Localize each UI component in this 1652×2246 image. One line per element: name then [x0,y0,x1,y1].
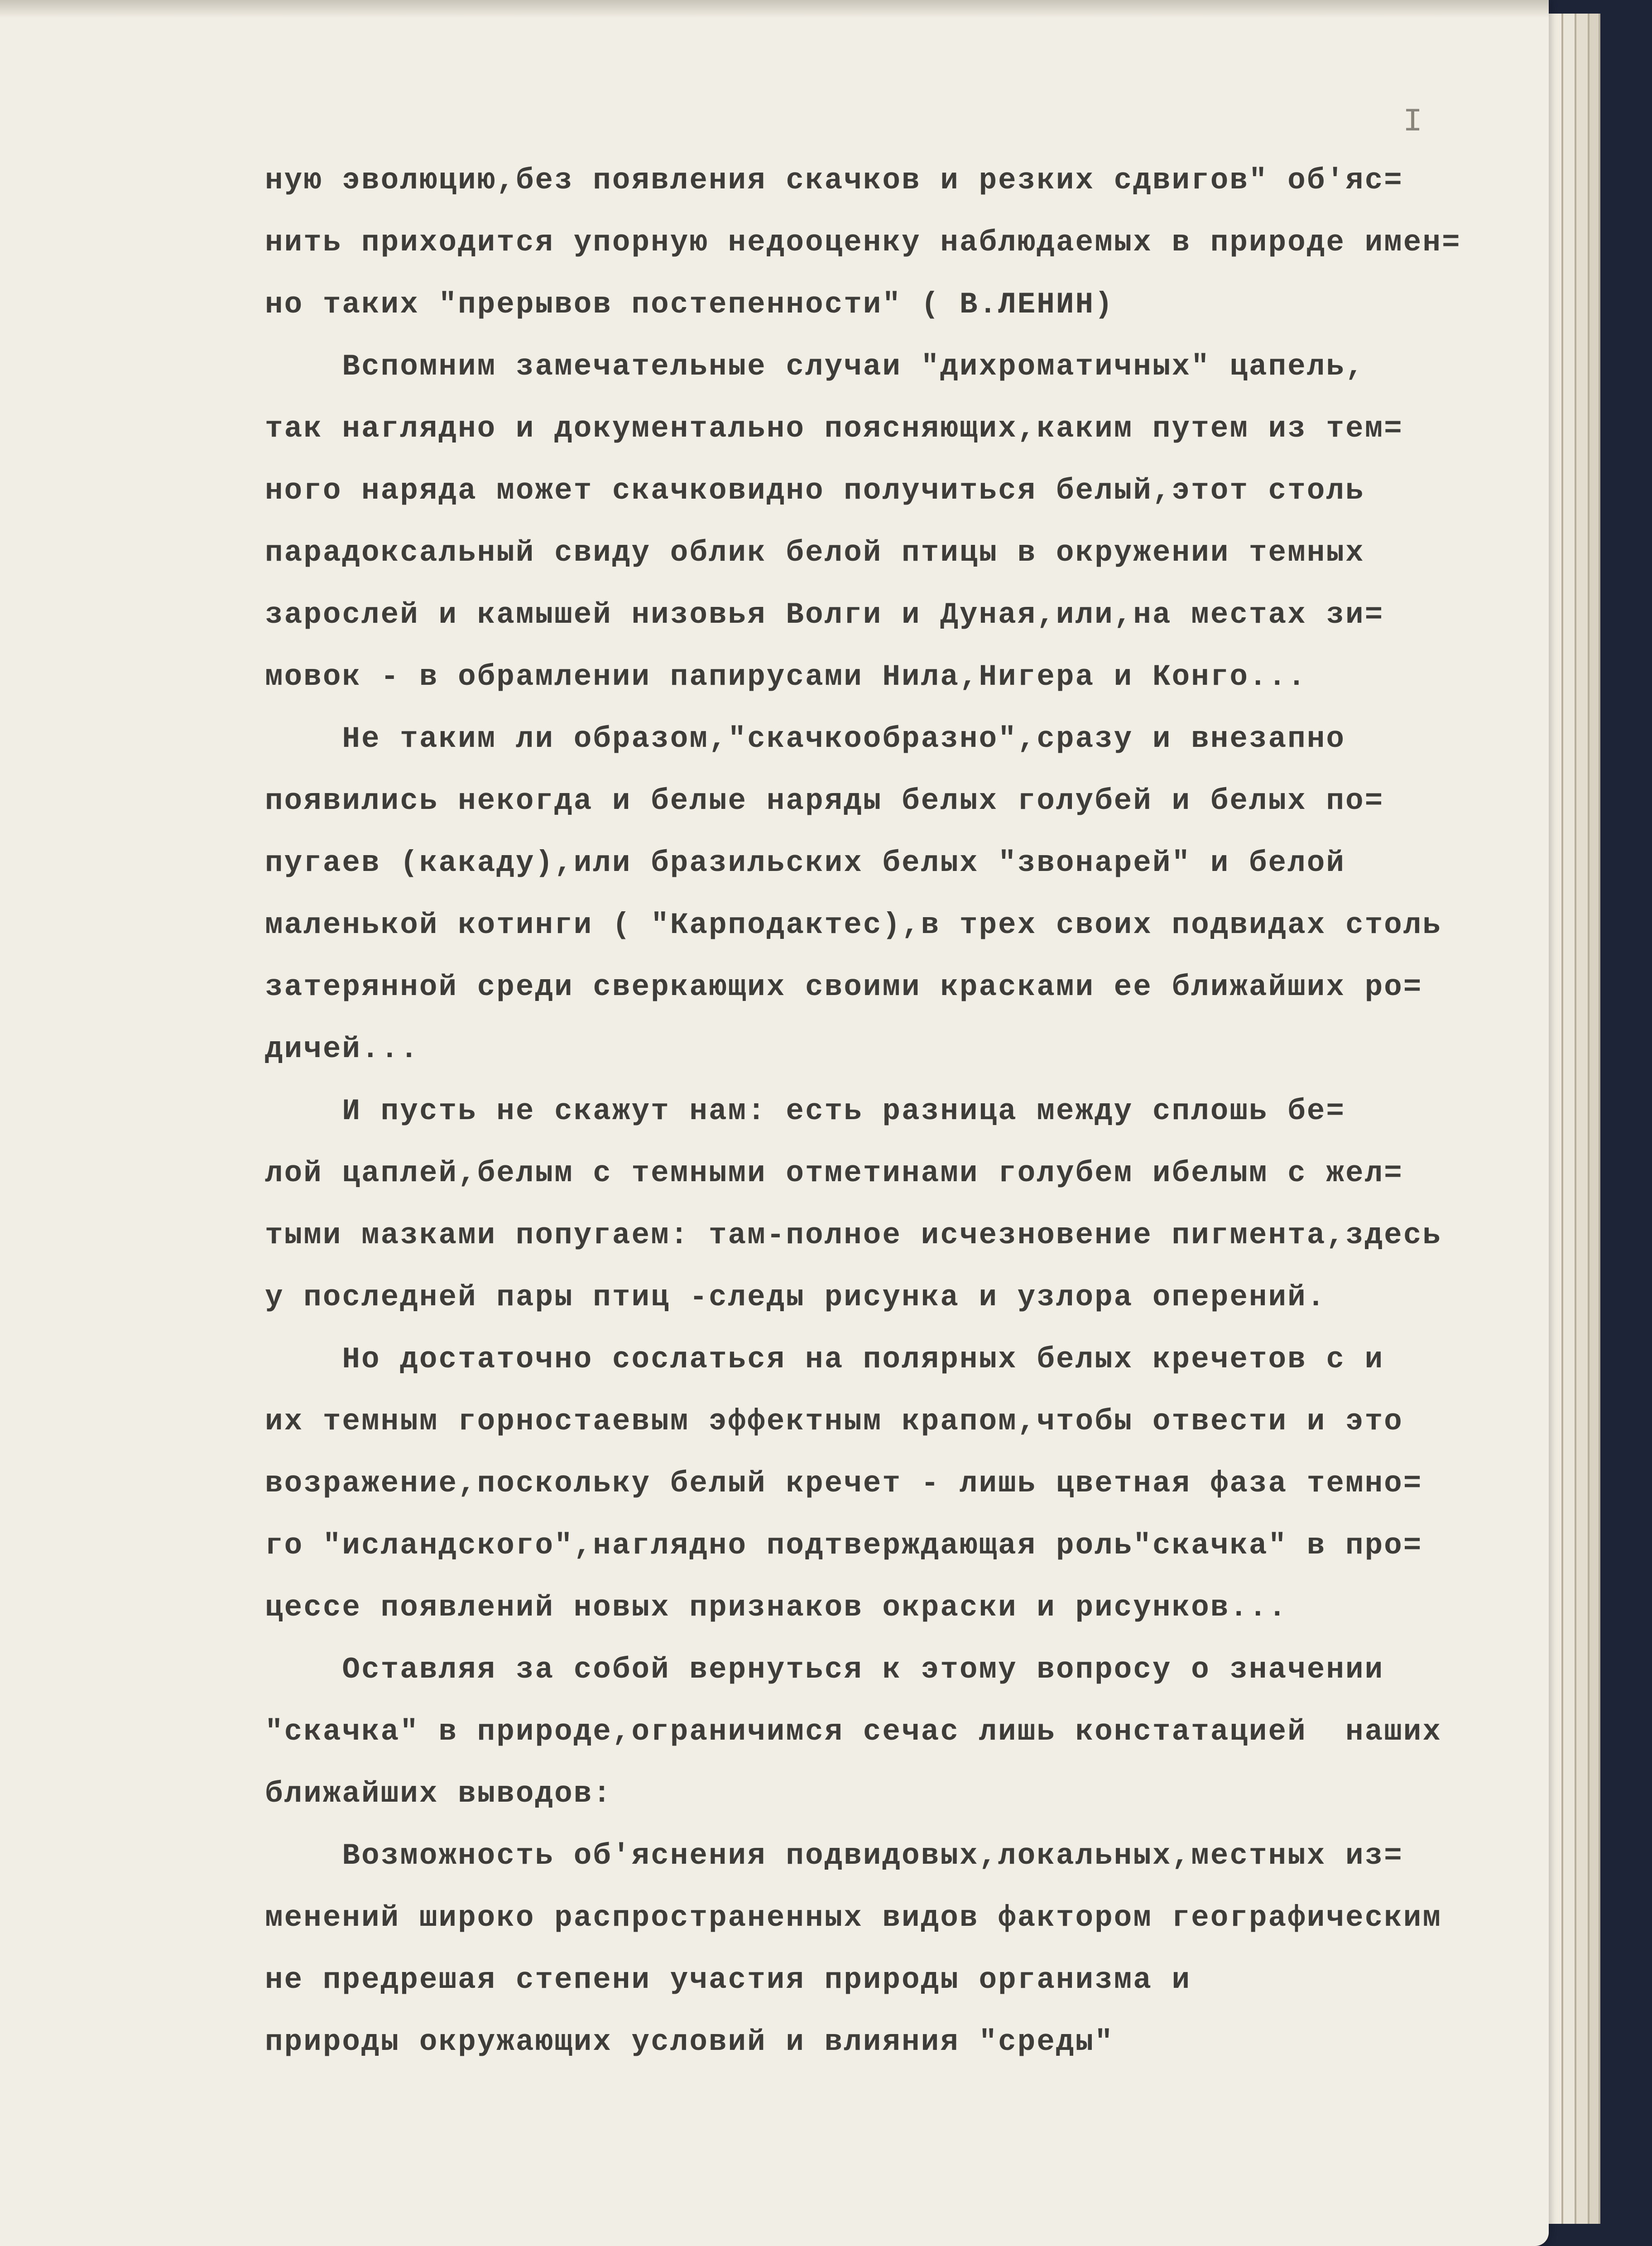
text-line: ную эволюцию,без появления скачков и резких сдвигов" об'яс= [265,164,1403,197]
text-line: "скачка" в природе,ограничимся сечас лишь констатацией наших [265,1715,1442,1749]
text-line: менений широко распространенных видов фактором географическим [265,1901,1442,1935]
text-line: Не таким ли образом,"скачкообразно",сразу и внезапно [265,722,1345,756]
text-line: Оставляя за собой вернуться к этому вопросу о значении [265,1653,1384,1687]
text-line: зарослей и камышей низовья Волги и Дуная,или,на местах зи= [265,598,1384,632]
text-line: Но достаточно сослаться на полярных белых кречетов с и [265,1342,1384,1376]
page-number: I [1403,103,1423,140]
text-line: природы окружающих условий и влияния "среды" [265,2025,1114,2059]
text-line: пугаев (какаду),или бразильских белых "звонарей" и белой [265,846,1345,880]
text-line: их темным горностаевым эффектным крапом,чтобы отвести и это [265,1404,1403,1438]
text-line: нить приходится упорную недооценку наблюдаемых в природе имен= [265,226,1461,260]
text-line: ближайших выводов: [265,1777,612,1811]
text-line: Возможность об'яснения подвидовых,локальных,местных из= [265,1839,1403,1873]
text-line: лой цаплей,белым с темными отметинами голубем ибелым с жел= [265,1156,1403,1190]
text-line: мовок - в обрамлении папирусами Нила,Нигера и Конго... [265,660,1307,694]
text-line: у последней пары птиц -следы рисунка и узлора оперений. [265,1280,1326,1314]
typewritten-body [265,149,1524,2073]
text-line: И пусть не скажут нам: есть разница между сплошь бе= [265,1094,1345,1128]
text-line: парадоксальный свиду облик белой птицы в окружении темных [265,536,1365,570]
text-line: тыми мазками попугаем: там-полное исчезновение пигмента,здесь [265,1218,1442,1252]
text-line: так наглядно и документально поясняющих,каким путем из тем= [265,412,1403,446]
text-line: появились некогда и белые наряды белых голубей и белых по= [265,784,1384,818]
text-line: затерянной среди сверкающих своими красками ее ближайших ро= [265,970,1423,1004]
text-line: го "исландского",наглядно подтверждающая роль"скачка" в про= [265,1529,1423,1563]
text-line: возражение,поскольку белый кречет - лишь цветная фаза темно= [265,1467,1423,1501]
text-line: но таких "прерывов постепенности" ( В.ЛЕНИН) [265,288,1114,322]
page-top-shadow [0,0,1549,18]
text-line: цессе появлений новых признаков окраски и рисунков... [265,1591,1288,1625]
text-line: не предрешая степени участия природы организма и [265,1963,1191,1997]
text-line: дичей... [265,1032,419,1066]
text-line: Вспомним замечательные случаи "дихроматичных" цапель, [265,350,1365,384]
text-line: ного наряда может скачковидно получиться белый,этот столь [265,474,1365,508]
text-line: маленькой котинги ( "Карподактес),в трех своих подвидах столь [265,908,1442,942]
